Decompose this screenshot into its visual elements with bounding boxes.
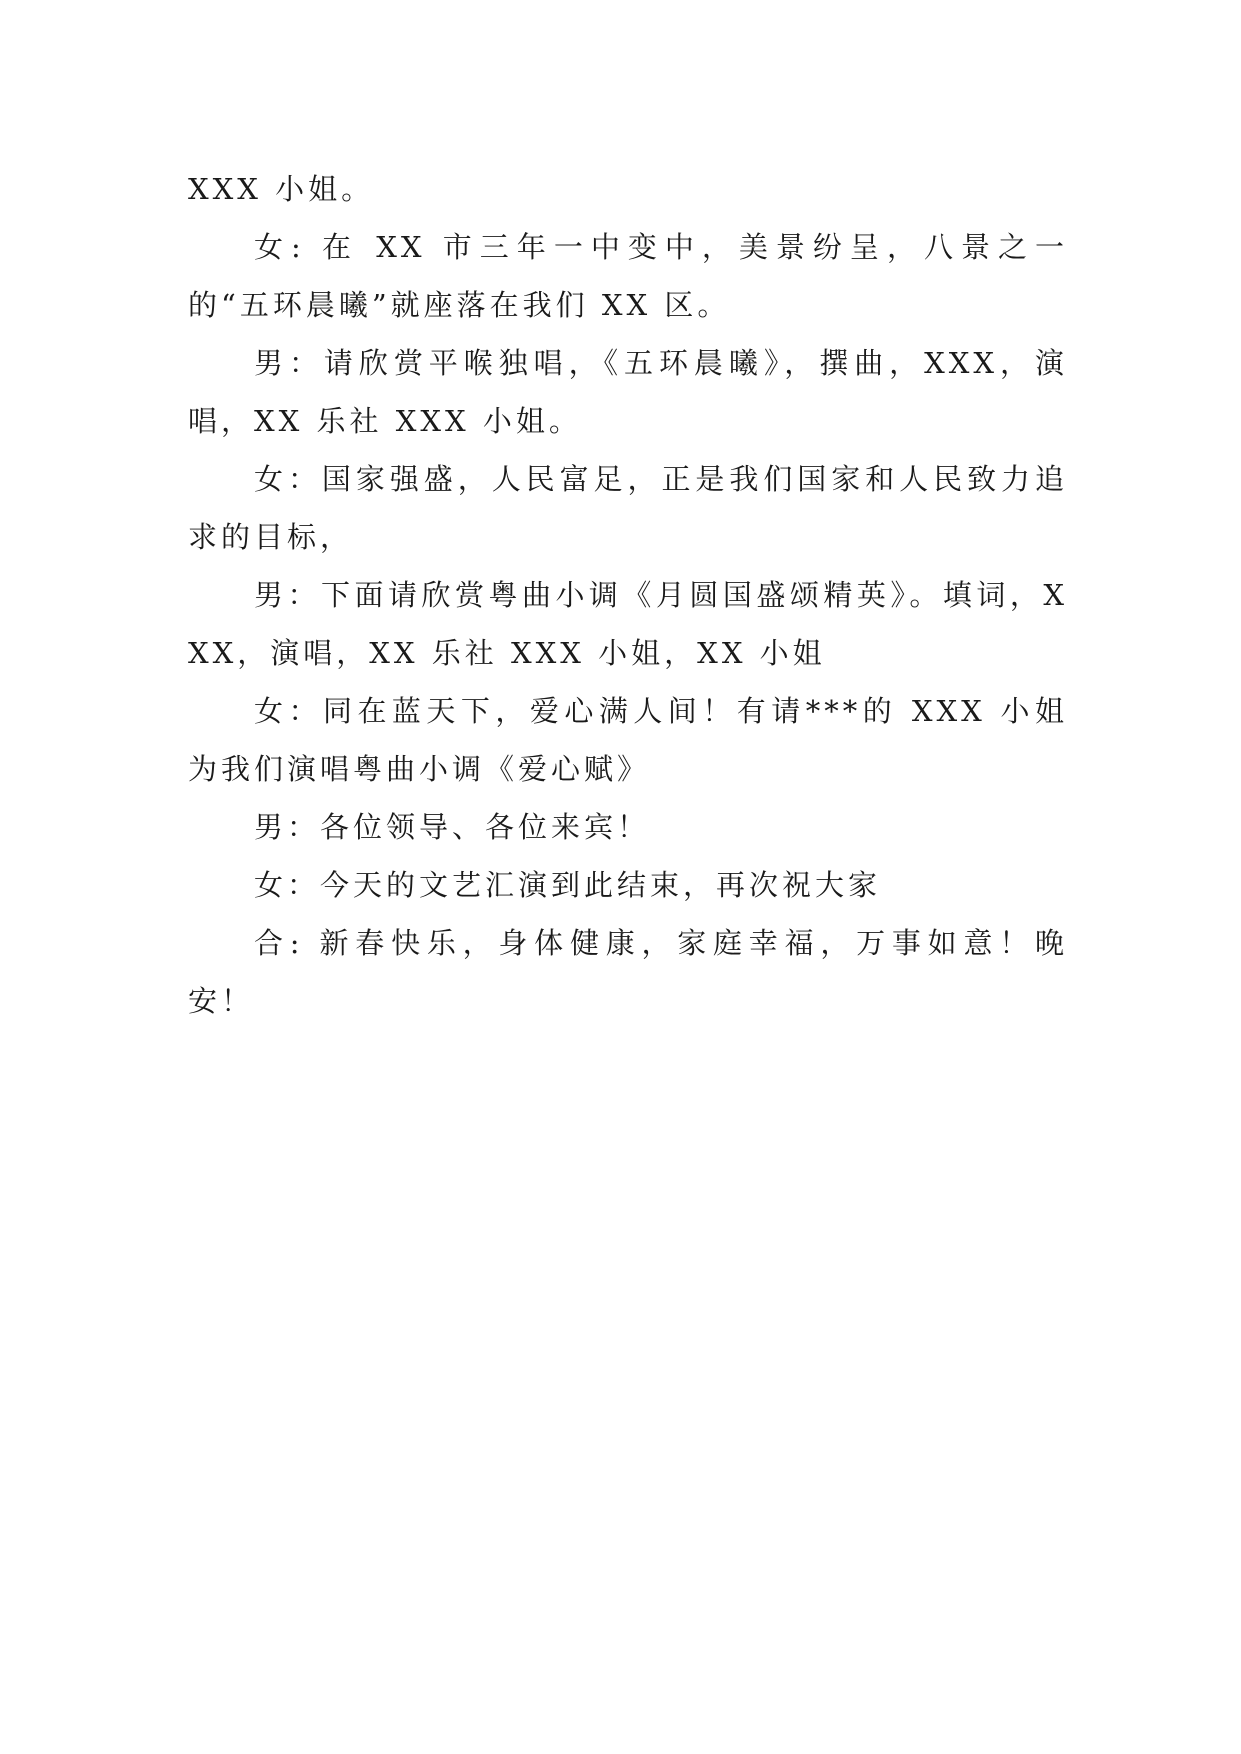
paragraph-female-host: 女：同在蓝天下，爱心满人间！有请***的 XXX 小姐为我们演唱粤曲小调《爱心赋》 <box>188 694 1068 786</box>
paragraph-male-host: 男：各位领导、各位来宾！ <box>254 810 651 844</box>
paragraph-together: 合: 新春快乐，身体健康，家庭幸福，万事如意！晚安！ <box>188 926 1068 1018</box>
paragraph-female-host: 女：今天的文艺汇演到此结束，再次祝大家 <box>254 868 882 902</box>
paragraph-male-host: 男：请欣赏平喉独唱，《五环晨曦》，撰曲，XXX，演唱，XX 乐社 XXX 小姐。 <box>188 346 1068 438</box>
paragraph-female-host: 女: 在 XX 市三年一中变中，美景纷呈，八景之一的“五环晨曦”就座落在我们 XX 区。 <box>188 230 1068 322</box>
paragraph-male-host: 男：下面请欣赏粤曲小调《月圆国盛颂精英》。填词，XXX，演唱，XX 乐社 XXX 小姐，XX 小姐 <box>188 578 1068 670</box>
paragraph-continuation: XXX 小姐。 <box>188 172 375 206</box>
paragraph-female-host: 女：国家强盛，人民富足，正是我们国家和人民致力追求的目标， <box>188 462 1068 554</box>
document-body <box>188 160 1068 1030</box>
